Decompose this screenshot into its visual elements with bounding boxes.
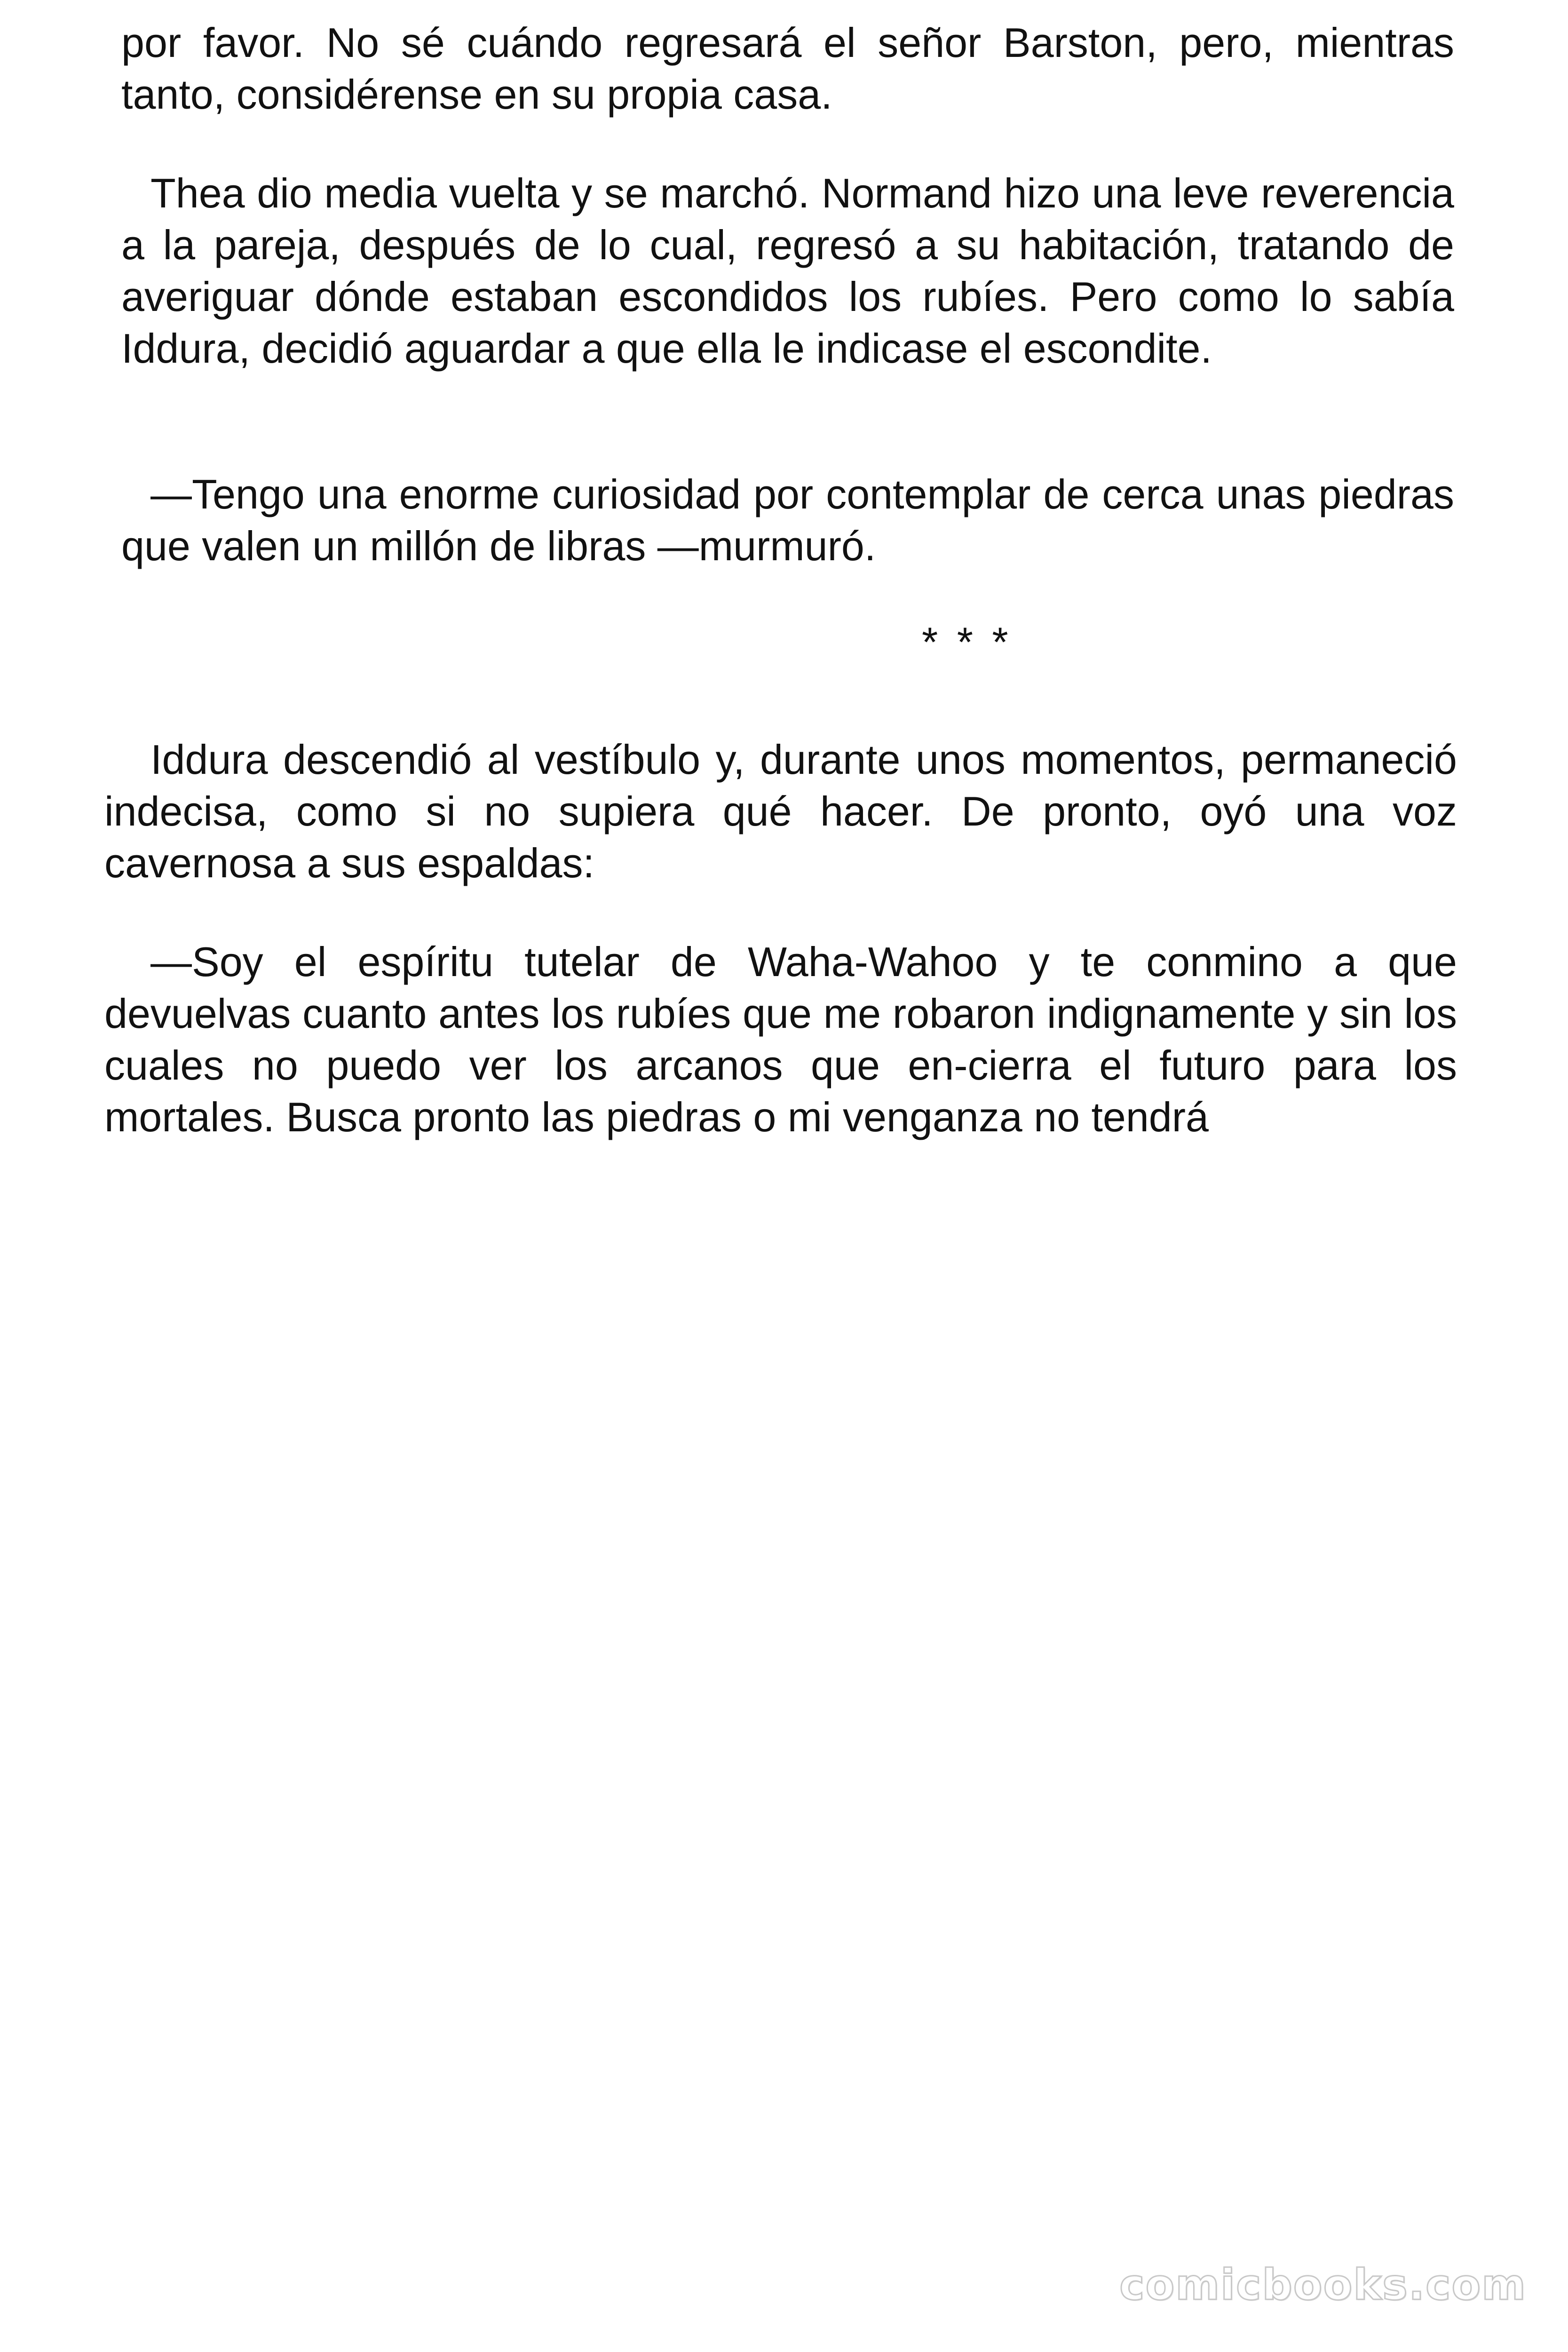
paragraph-1: por favor. No sé cuándo regresará el señor Barston, pero, mientras tanto, considérense en su propia casa. [121, 19, 1454, 118]
paragraph-4: Iddura descendió al vestíbulo y, durante unos momentos, permaneció indecisa, como si no supiera qué hacer. De pronto, oyó una voz cavernosa a sus espaldas: [104, 736, 1457, 886]
section-separator: * * * [922, 619, 1012, 665]
paragraph-3: —Tengo una enorme curiosidad por contemplar de cerca unas piedras que valen un millón de libras —murmuró. [121, 471, 1454, 569]
paragraph-2: Thea dio media vuelta y se marchó. Normand hizo una leve reverencia a la pareja, después de lo cual, regresó a su habitación, tratando de averiguar dónde estaban escondidos los rubíes. Pero como lo sabía Iddura, decidió aguardar a que ella le indicase el escondite. [121, 170, 1454, 372]
watermark-text: comicbooks.com [1119, 2260, 1527, 2310]
paragraph-5: —Soy el espíritu tutelar de Waha-Wahoo y te conmino a que devuelvas cuanto antes los rubíes que me robaron indignamente y sin los cuales no puedo ver los arcanos que en-cierra el futuro para los mortales. Busca pronto las piedras o mi venganza no tendrá [104, 938, 1457, 1140]
